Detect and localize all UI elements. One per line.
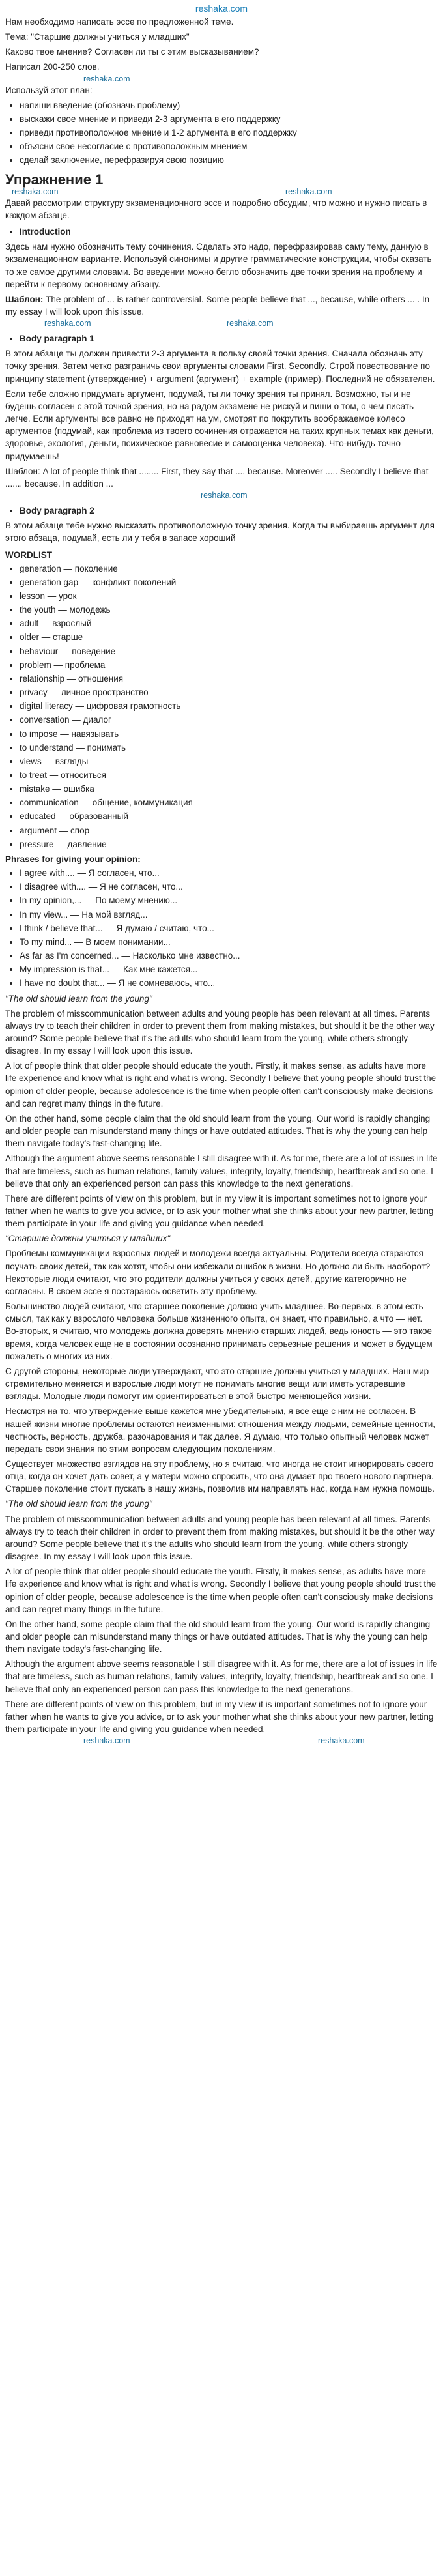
wordlist-item: • pressure — давление <box>20 838 438 850</box>
wordlist-item: • mistake — ошибка <box>20 783 438 795</box>
essay-en-repeat-paragraph: Although the argument above seems reasonable I still disagree with it. As for me, there are a lot of issues in life that are timeless, such as human relations, family values, integrity, loyalty, friendship, heartbreak and so one. I believe that only an experienced person can pass this knowledge to the next generations. <box>5 1659 438 1694</box>
wordlist-item: • generation — поколение <box>20 562 438 575</box>
phrases-list <box>5 867 438 989</box>
essay-en-paragraph: The problem of misscommunication between adults and young people has been relevant at all times. Parents always try to teach their children in order to prevent them from making mistakes, but should it be the other way around? Some people believe that it's the adults who should learn from the young, while others strongly disagree. In my essay I will look upon this issue. <box>5 1008 435 1056</box>
essay-ru-paragraph: С другой стороны, некоторые люди утверждают, что это старшие должны учиться у младших. Наш мир стремительно меняется и взрослые люди могут не понимать многие вещи или иметь устаревшие взгляды. Молодые люди помогут им ориентироваться в этой быстро меняющейся жизни. <box>5 1366 429 1402</box>
exercise-intro: Давай рассмотрим структуру экзаменационного эссе и подробно обсудим, что можно и нужно писать в каждом абзаце. <box>5 197 427 220</box>
watermark: reshaka.com <box>12 186 59 196</box>
phrase-item: • As far as I'm concerned... — Насколько мне известно... <box>20 949 438 962</box>
wordlist-item: • older — старше <box>20 631 438 643</box>
task-word-count: Написал 200-250 слов. <box>5 62 100 72</box>
phrase-item: • I think / believe that... — Я думаю / считаю, что... <box>20 922 438 934</box>
wordlist-item: • adult — взрослый <box>20 617 438 630</box>
watermark: reshaka.com <box>227 319 274 328</box>
task-topic: Тема: "Старшие должны учиться у младших" <box>5 32 190 42</box>
plan-item: • приведи противоположное мнение и 1-2 аргумента в его поддержку <box>20 126 438 139</box>
introduction-heading: • Introduction <box>20 225 438 238</box>
body-paragraph-1-advice: Если тебе сложно придумать аргумент, подумай, ты ли точку зрения ты принял. Возможно, ты и не будешь согласен с этой точкой зрения, но на радом экзамене не рискуй и пиши о том, о чем писать легче. Если аргументы все равно не приходят на ум, смотрят по покрутить воображаемое колесо аргументов (подумай, как проблема из твоего сочинения отражается на таких крупных темах как деньги, здоровье, экология, деньги, психическое равновесие и самооценка человека). Что-нибудь точно придумаешь! <box>5 388 434 461</box>
phrase-item: • My impression is that... — Как мне кажется... <box>20 963 438 976</box>
plan-item: • сделай заключение, перефразируя свою позицию <box>20 154 438 166</box>
essay-en-repeat-paragraph: There are different points of view on this problem, but in my view it is important sometimes not to ignore your father when he wants to give you advice, or to ask your mother what she thinks about your new partner, letting them participate in your life and giving you guidance when needed. <box>5 1699 434 1735</box>
body-paragraph-2-text: В этом абзаце тебе нужно высказать противоположную точку зрения. Когда ты выбираешь аргумент для этого абзаца, подумай, есть ли у тебя в запасе хороший <box>5 521 435 543</box>
watermark: reshaka.com <box>83 74 130 83</box>
wordlist-item: • educated — образованный <box>20 810 438 822</box>
exercise-title: Упражнение 1 <box>5 171 104 188</box>
wordlist-item: • generation gap — конфликт поколений <box>20 576 438 588</box>
plan-item: • объясни свое несогласие с противоположным мнением <box>20 140 438 152</box>
wordlist-item: • views — взгляды <box>20 755 438 768</box>
task-line-1: Нам необходимо написать эссе по предложенной теме. <box>5 17 234 27</box>
watermark-row <box>5 76 438 84</box>
essay-en-repeat-paragraph: A lot of people think that older people should educate the youth. Firstly, it makes sense, as adults have more life experience and know what is right and what is wrong. Secondly I believe that young people should trust the opinion of older people, because adolescence is the time when people often can't consciously make decisions and can regret many things in the future. <box>5 1567 436 1614</box>
essay-ru-paragraph: Большинство людей считают, что старшее поколение должно учить младшее. Во-первых, в этом есть смысл, так как у взрослого человека больше жизненного опыта, он знает, что правильно, а что — нет. Во-вторых, я считаю, что молодежь должна доверять мнению старших людей, ведь юность — это такое время, когда человек еще не в состоянии осознанно принимать серьезные решения и может в будущем пожалеть о многих из них. <box>5 1301 433 1361</box>
template-1 <box>5 293 438 318</box>
phrase-item: • In my view... — На мой взгляд... <box>20 908 438 921</box>
essay-en-title: "The old should learn from the young" <box>5 993 152 1004</box>
wordlist-item: • to impose — навязывать <box>20 728 438 740</box>
task-question: Каково твое мнение? Согласен ли ты с этим высказыванием? <box>5 47 259 57</box>
essay-en-paragraph: A lot of people think that older people should educate the youth. Firstly, it makes sense, as adults have more life experience and know what is right and what is wrong. Secondly I believe that young people should trust the opinion of older people, because adolescence is the time when people often can't consciously make decisions and can regret many things in the future. <box>5 1061 436 1108</box>
essay-ru-paragraph: Проблемы коммуникации взрослых людей и молодежи всегда актуальны. Родители всегда стараются поучать своих детей, так как хотят, чтобы они избежали ошибок в жизни. Но должно ли быть наоборот? Некоторые люди считают, что это родители должны учиться у своих детей, другие категорично не согласны. В своем эссе я постараюсь осветить эту проблему. <box>5 1249 431 1296</box>
phrase-item: • I disagree with.... — Я не согласен, что... <box>20 880 438 893</box>
essay-en-repeat-paragraph: The problem of misscommunication between adults and young people has been relevant at all times. Parents always try to teach their children in order to prevent them from making mistakes, but should it be the other way around? Some people believe that it's the adults who should learn from the young, while others strongly disagree. In my essay I will look upon this issue. <box>5 1514 435 1562</box>
wordlist-item: • the youth — молодежь <box>20 603 438 616</box>
wordlist-item: • conversation — диалог <box>20 714 438 726</box>
watermark: reshaka.com <box>44 319 91 328</box>
wordlist <box>5 562 438 850</box>
phrase-item: • In my opinion,... — По моему мнению... <box>20 894 438 906</box>
template-text: The problem of ... is rather controversial. Some people believe that ..., because, while others ... . In my essay I will look upon this issue. <box>5 294 430 317</box>
wordlist-item: • relationship — отношения <box>20 673 438 685</box>
template-2: Шаблон: A lot of people think that ........ First, they say that .... because. Moreover ..... Secondly I believe that ....... because. In addition ... <box>5 466 429 489</box>
plan-list <box>5 99 438 167</box>
task-plan-intro: Используй этот план: <box>5 85 93 95</box>
phrases-title: Phrases for giving your opinion: <box>5 854 141 864</box>
essay-en-paragraph: On the other hand, some people claim that the old should learn from the young. Our world is rapidly changing and older people can misunderstand many things or have outdated attitudes. That is why the young can help them navigate today's fast-changing life. <box>5 1113 431 1149</box>
watermark: reshaka.com <box>201 491 248 500</box>
wordlist-item: • argument — спор <box>20 824 438 837</box>
wordlist-item: • digital literacy — цифровая грамотность <box>20 700 438 712</box>
essay-en-paragraph: There are different points of view on this problem, but in my view it is important sometimes not to ignore your father when he wants to give you advice, or to ask your mother what she thinks about your new partner, letting them participate in your life and giving you guidance when needed. <box>5 1193 434 1229</box>
phrase-item: • To my mind... — В моем понимании... <box>20 936 438 948</box>
template-label: Шаблон: <box>5 294 46 304</box>
phrase-item: • I agree with.... — Я согласен, что... <box>20 867 438 879</box>
body-paragraph-2-heading: • Body paragraph 2 <box>20 504 438 517</box>
essay-en-paragraph: Although the argument above seems reasonable I still disagree with it. As for me, there are a lot of issues in life that are timeless, such as human relations, family values, integrity, loyalty, friendship, heartbreak and so one. I believe that only an experienced person can pass this knowledge to the next generations. <box>5 1153 438 1189</box>
watermark: reshaka.com <box>83 1736 130 1746</box>
wordlist-item: • behaviour — поведение <box>20 645 438 658</box>
wordlist-item: • privacy — личное пространство <box>20 686 438 699</box>
essay-en-repeat-title: "The old should learn from the young" <box>5 1499 152 1509</box>
wordlist-item: • to understand — понимать <box>20 742 438 754</box>
essay-ru-paragraph: Несмотря на то, что утверждение выше кажется мне убедительным, я все еще с ним не согласен. В нашей жизни многие проблемы остаются неизменными: отношения между людьми, семейные ценности, честность, верность, дружба, разочарования и так далее. Я думаю, что только опытный человек может передать свои знания по этим вопросам следующим поколениям. <box>5 1406 436 1454</box>
essay-en-repeat-paragraph: On the other hand, some people claim that the old should learn from the young. Our world is rapidly changing and older people can misunderstand many things or have outdated attitudes. That is why the young can help them navigate today's fast-changing life. <box>5 1619 431 1655</box>
wordlist-item: • lesson — урок <box>20 590 438 602</box>
plan-item: • напиши введение (обозначь проблему) <box>20 99 438 111</box>
watermark: reshaka.com <box>318 1736 365 1746</box>
phrase-item: • I have no doubt that... — Я не сомневаюсь, что... <box>20 977 438 989</box>
watermark: reshaka.com <box>285 186 332 196</box>
introduction-bullet <box>5 225 438 238</box>
site-title[interactable]: reshaka.com <box>195 3 248 14</box>
essay-ru-title: "Старшие должны учиться у младших" <box>5 1234 171 1244</box>
introduction-text: Здесь нам нужно обозначить тему сочинения. Сделать это надо, перефразировав саму тему, данную в экзаменационном варианте. Используй синонимы и другие грамматические конструкции, чтобы сказать то же самое другими словами. Во введении можно бегло обозначить две точки зрения на проблему и перейти к первому основному абзацу. <box>5 242 432 289</box>
wordlist-title: WORDLIST <box>5 549 52 560</box>
wordlist-item: • problem — проблема <box>20 659 438 671</box>
body-paragraph-1-text: В этом абзаце ты должен привести 2-3 аргумента в пользу своей точки зрения. Сначала обозначь эту точку зрения. Затем четко разграничь свои аргументы словами First, Secondly. Строй повествование по принципу statement (утверждение) + argument (аргумент) + example (пример). Последний не обязателен. <box>5 349 435 384</box>
wordlist-item: • communication — общение, коммуникация <box>20 796 438 809</box>
plan-item: • выскажи свое мнение и приведи 2-3 аргумента в его поддержку <box>20 113 438 125</box>
body-paragraph-1-heading: • Body paragraph 1 <box>20 332 438 345</box>
essay-ru-paragraph: Существует множество взглядов на эту проблему, но я считаю, что иногда не стоит игнорировать своего отца, когда он хочет дать совет, а у матери можно спросить, что она думает про твоего нового партнера. Старшее поколение стоит пускать в нашу жизнь, позволив им направлять нас, когда нам нужна помощь. <box>5 1458 435 1494</box>
wordlist-item: • to treat — относиться <box>20 769 438 781</box>
